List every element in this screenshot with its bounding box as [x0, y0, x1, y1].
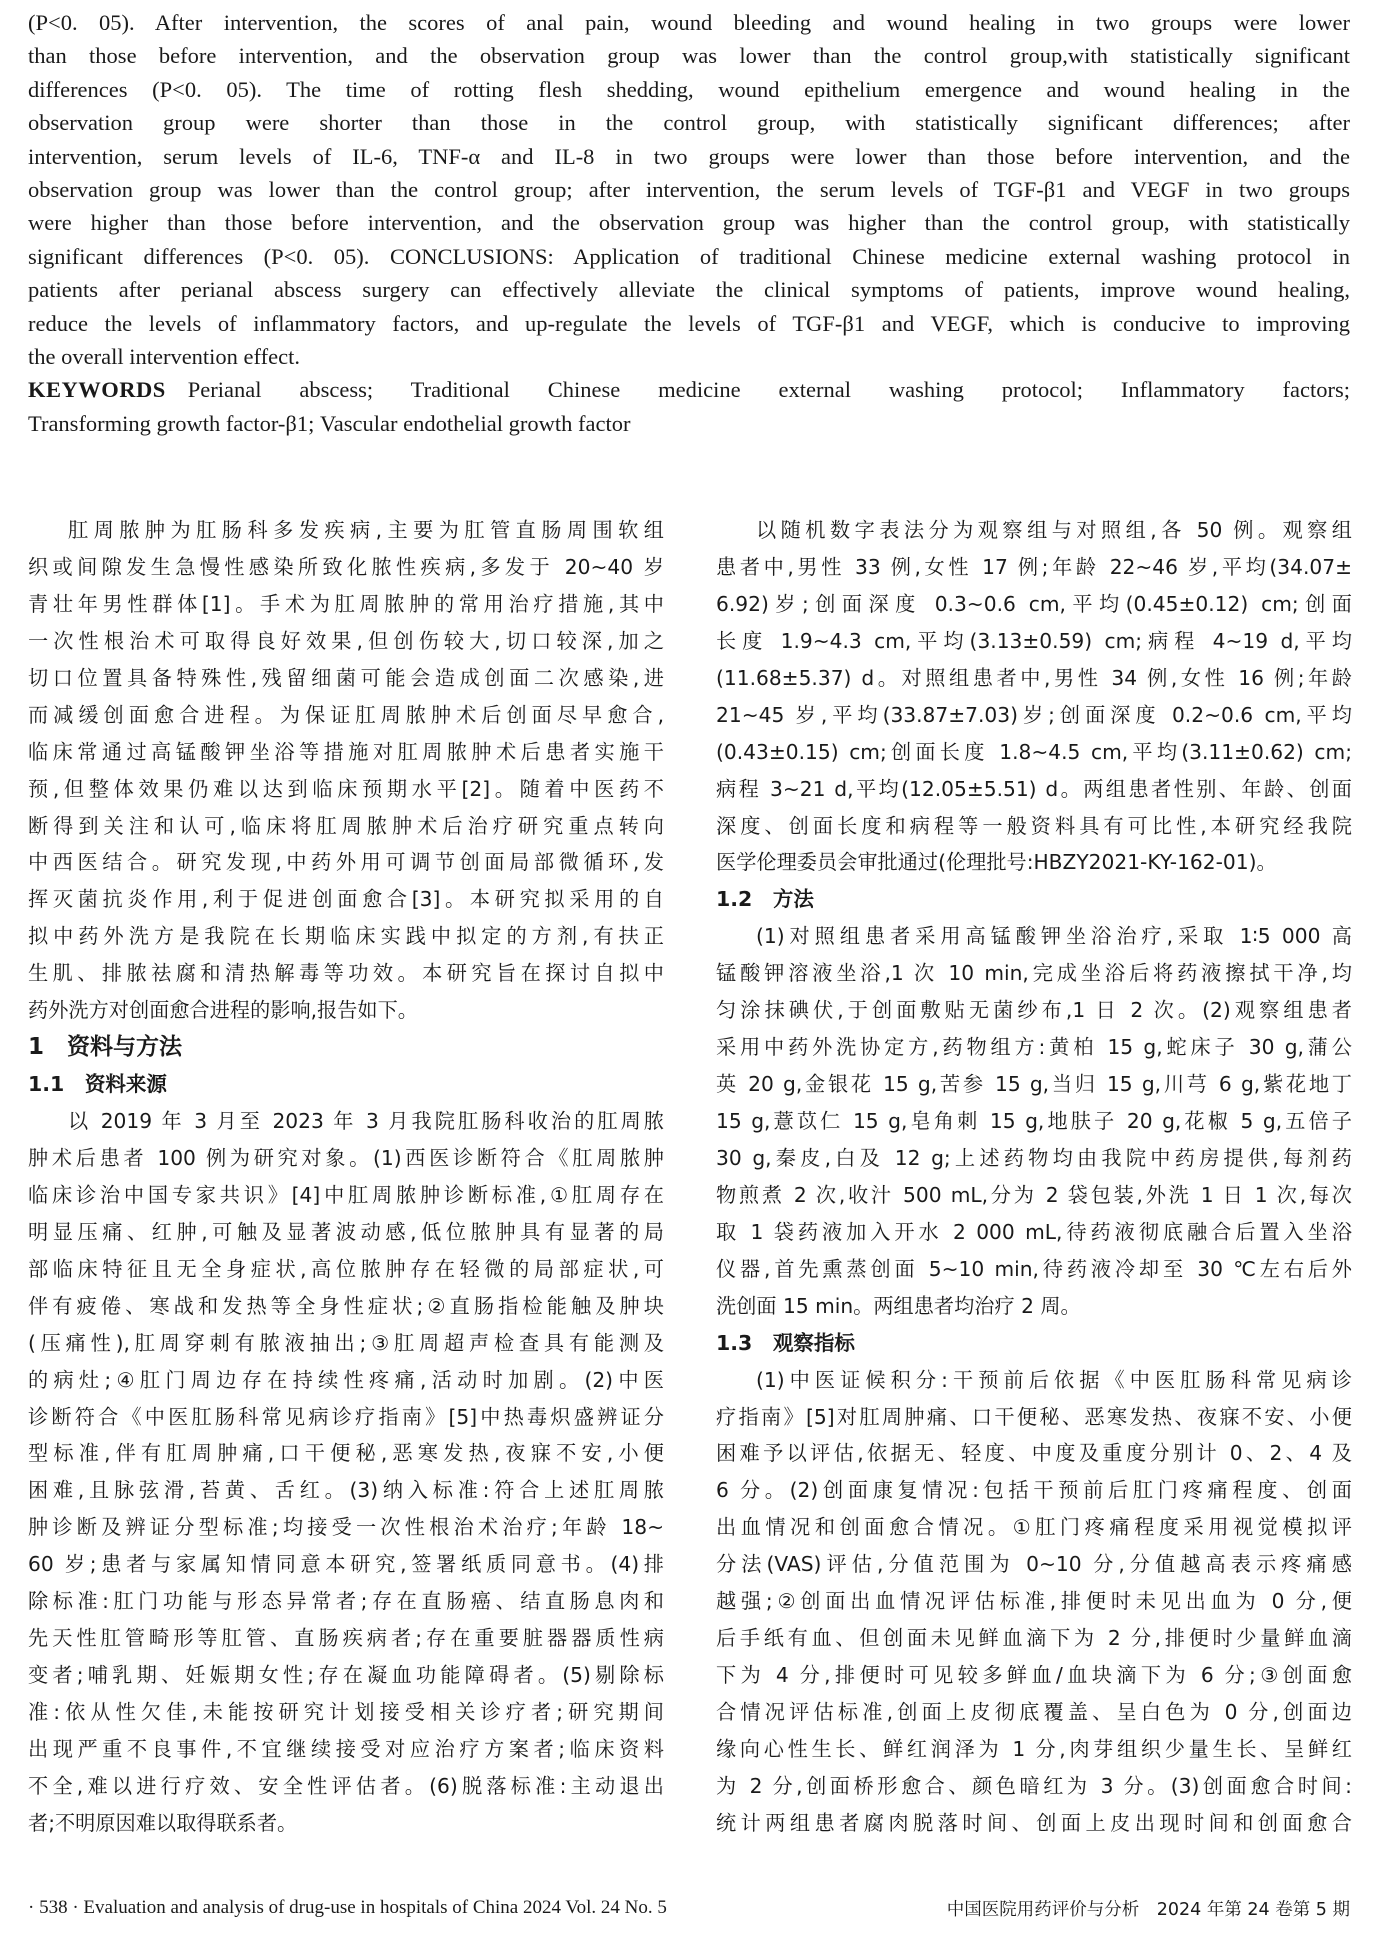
body-text-line: 病程 3~21 d,平均(12.05±5.51) d。两组患者性别、年龄、创面	[716, 776, 1352, 801]
body-text-line: 伴有疲倦、寒战和发热等全身性症状;②直肠指检能触及肿块	[28, 1293, 664, 1318]
body-text-line: 肿诊断及辨证分型标准;均接受一次性根治术治疗;年龄 18~	[28, 1515, 664, 1540]
abstract-line: patients after perianal abscess surgery can effectively alleviate the clinical symptoms of patients, improve wound healing,	[28, 277, 1350, 303]
body-text-line: (1)中医证候积分:干预前后依据《中医肛肠科常见病诊	[756, 1367, 1352, 1392]
body-text-line: 部临床特征且无全身症状,高位脓肿存在轻微的局部症状,可	[28, 1256, 664, 1281]
body-text-line: 而减缓创面愈合进程。为保证肛周脓肿术后创面尽早愈合,	[28, 702, 664, 727]
body-text-line: 缘向心性生长、鲜红润泽为 1 分,肉芽组织少量生长、呈鲜红	[716, 1736, 1352, 1761]
body-text-line: 60 岁;患者与家属知情同意本研究,签署纸质同意书。(4)排	[28, 1552, 664, 1577]
body-text-line: 先天性肛管畸形等肛管、直肠疾病者;存在重要脏器器质性病	[28, 1626, 664, 1651]
body-text-line: 仪器,首先熏蒸创面 5~10 min,待药液冷却至 30 ℃左右后外	[716, 1256, 1352, 1281]
body-text-line: 深度、创面长度和病程等一般资料具有可比性,本研究经我院	[716, 813, 1352, 838]
abstract-line: than those before intervention, and the observation group was lower than the control group,with statistically significant	[28, 43, 1350, 69]
body-text-line: 统计两组患者腐肉脱落时间、创面上皮出现时间和创面愈合	[716, 1810, 1352, 1835]
body-text-line: 生肌、排脓祛腐和清热解毒等功效。本研究旨在探讨自拟中	[28, 961, 664, 986]
abstract-line: reduce the levels of inflammatory factors, and up-regulate the levels of TGF-β1 and VEGF, which is conducive to improving	[28, 310, 1350, 336]
body-text-line: 明显压痛、红肿,可触及显著波动感,低位脓肿具有显著的局	[28, 1219, 664, 1244]
body-text-line: 变者;哺乳期、妊娠期女性;存在凝血功能障碍者。(5)剔除标	[28, 1663, 664, 1688]
body-text-line: (压痛性),肛周穿刺有脓液抽出;③肛周超声检查具有能测及	[28, 1330, 664, 1355]
keywords-label: KEYWORDS	[28, 377, 166, 403]
body-text-line: 型标准,伴有肛周肿痛,口干便秘,恶寒发热,夜寐不安,小便	[28, 1441, 664, 1466]
body-text-line: 临床诊治中国专家共识》[4]中肛周脓肿诊断标准,①肛周存在	[28, 1182, 664, 1207]
footer-journal-chinese: 中国医院用药评价与分析 2024 年第 24 卷第 5 期	[946, 1899, 1350, 1920]
footer-journal-english: · 538 · Evaluation and analysis of drug-use in hospitals of China 2024 Vol. 24 No. 5	[28, 1897, 667, 1918]
body-text-line: 青壮年男性群体[1]。手术为肛周脓肿的常用治疗措施,其中	[28, 591, 664, 616]
body-text-line: 洗创面 15 min。两组患者均治疗 2 周。	[716, 1293, 1081, 1318]
abstract-line: (P<0. 05). After intervention, the scores of anal pain, wound bleeding and wound healing in two groups were lower	[28, 10, 1350, 35]
body-text-line: 断得到关注和认可,临床将肛周脓肿术后治疗研究重点转向	[28, 813, 664, 838]
body-text-line: 采用中药外洗协定方,药物组方:黄柏 15 g,蛇床子 30 g,蒲公	[716, 1035, 1352, 1060]
abstract	[28, 6, 1350, 440]
body-text-line: 准:依从性欠佳,未能按研究计划接受相关诊疗者;研究期间	[28, 1700, 664, 1724]
body-text-line: 下为 4 分,排便时可见较多鲜血/血块滴下为 6 分;③创面愈	[716, 1663, 1352, 1688]
body-text-line: 疗指南》[5]对肛周肿痛、口干便秘、恶寒发热、夜寐不安、小便	[716, 1404, 1352, 1429]
body-text-line: (11.68±5.37) d。对照组患者中,男性 34 例,女性 16 例;年龄	[716, 665, 1352, 690]
body-text-line: 挥灭菌抗炎作用,利于促进创面愈合[3]。本研究拟采用的自	[28, 887, 664, 912]
body-text-line: (1)对照组患者采用高锰酸钾坐浴治疗,采取 1∶5 000 高	[756, 924, 1352, 949]
abstract-body	[28, 6, 1350, 373]
section-heading: 1 资料与方法	[28, 1034, 183, 1061]
body-text-line: 物煎煮 2 次,收汁 500 mL,分为 2 袋包装,外洗 1 日 1 次,每次	[716, 1182, 1352, 1207]
body-text-line: 肿术后患者 100 例为研究对象。(1)西医诊断符合《肛周脓肿	[28, 1145, 664, 1170]
abstract-line: were higher than those before intervention, and the observation group was higher than the control group, with statistically	[28, 210, 1350, 236]
page-footer	[28, 1894, 1350, 1922]
keywords-line-2: Transforming growth factor-β1; Vascular endothelial growth factor	[28, 410, 631, 436]
body-text-line: 患者中,男性 33 例,女性 17 例;年龄 22~46 岁,平均(34.07±	[716, 554, 1352, 579]
body-text-line: 除标准:肛门功能与形态异常者;存在直肠癌、结直肠息肉和	[28, 1589, 664, 1614]
abstract-line: intervention, serum levels of IL-6, TNF-α and IL-8 in two groups were lower than those before intervention, and the	[28, 143, 1350, 169]
body-text-line: 30 g,秦皮,白及 12 g;上述药物均由我院中药房提供,每剂药	[716, 1145, 1352, 1170]
body-text-line: 药外洗方对创面愈合进程的影响,报告如下。	[28, 998, 418, 1023]
section-heading: 1.1 资料来源	[28, 1072, 167, 1097]
keywords-text: Perianal abscess; Traditional Chinese medicine external washing protocol; Inflammatory factors;	[187, 377, 1350, 403]
body-text-line: 6.92)岁;创面深度 0.3~0.6 cm,平均(0.45±0.12) cm;创面	[716, 591, 1352, 616]
body-text-line: 诊断符合《中医肛肠科常见病诊疗指南》[5]中热毒炽盛辨证分	[28, 1404, 664, 1429]
body-text-line: 切口位置具备特殊性,残留细菌可能会造成创面二次感染,进	[28, 665, 664, 690]
body-text-line: 以 2019 年 3 月至 2023 年 3 月我院肛肠科收治的肛周脓	[68, 1109, 664, 1133]
left-column	[28, 512, 664, 1842]
section-heading: 1.2 方法	[716, 887, 814, 912]
body-text-line: 医学伦理委员会审批通过(伦理批号:HBZY2021-KY-162-01)。	[716, 850, 1277, 875]
body-text-line: 临床常通过高锰酸钾坐浴等措施对肛周脓肿术后患者实施干	[28, 739, 664, 764]
body-text-line: 拟中药外洗方是我院在长期临床实践中拟定的方剂,有扶正	[28, 924, 664, 949]
body-text-line: 锰酸钾溶液坐浴,1 次 10 min,完成坐浴后将药液擦拭干净,均	[716, 961, 1352, 986]
body-text-line: 一次性根治术可取得良好效果,但创伤较大,切口较深,加之	[28, 628, 664, 653]
body-text-line: 不全,难以进行疗效、安全性评估者。(6)脱落标准:主动退出	[28, 1773, 664, 1798]
body-text-line: 出血情况和创面愈合情况。①肛门疼痛程度采用视觉模拟评	[716, 1515, 1352, 1540]
body-text-line: 取 1 袋药液加入开水 2 000 mL,待药液彻底融合后置入坐浴	[716, 1219, 1352, 1244]
body-text-line: 越强;②创面出血情况评估标准,排便时未见出血为 0 分,便	[716, 1589, 1352, 1614]
abstract-line: observation group was lower than the control group; after intervention, the serum levels of TGF-β1 and VEGF in two groups	[28, 176, 1350, 202]
section-heading: 1.3 观察指标	[716, 1330, 855, 1355]
body-text-line: 英 20 g,金银花 15 g,苦参 15 g,当归 15 g,川芎 6 g,紫花地丁	[716, 1072, 1352, 1097]
body-text-line: 长度 1.9~4.3 cm,平均(3.13±0.59) cm;病程 4~19 d,平均	[716, 628, 1352, 653]
body-text-line: 困难,且脉弦滑,苔黄、舌红。(3)纳入标准:符合上述肛周脓	[28, 1478, 664, 1503]
body-text-line: 的病灶;④肛门周边存在持续性疼痛,活动时加剧。(2)中医	[28, 1367, 664, 1392]
right-column	[716, 512, 1352, 1842]
body-text-line: 合情况评估标准,创面上皮彻底覆盖、呈白色为 0 分,创面边	[716, 1700, 1352, 1724]
keywords-line-1	[28, 373, 1350, 406]
body-text-line: 预,但整体效果仍难以达到临床预期水平[2]。随着中医药不	[28, 776, 664, 801]
abstract-line: differences (P<0. 05). The time of rotting flesh shedding, wound epithelium emergence and wound healing in the	[28, 76, 1350, 102]
body-text-line: 15 g,薏苡仁 15 g,皂角刺 15 g,地肤子 20 g,花椒 5 g,五倍子	[716, 1109, 1352, 1133]
body-text-line: 匀涂抹碘伏,于创面敷贴无菌纱布,1 日 2 次。(2)观察组患者	[716, 998, 1352, 1023]
body-text-line: (0.43±0.15) cm;创面长度 1.8~4.5 cm,平均(3.11±0.62) cm;	[716, 739, 1352, 764]
body-text-line: 织或间隙发生急慢性感染所致化脓性疾病,多发于 20~40 岁	[28, 554, 664, 579]
body-text-line: 21~45 岁,平均(33.87±7.03)岁;创面深度 0.2~0.6 cm,平均	[716, 702, 1352, 727]
abstract-line: observation group were shorter than those in the control group, with statistically significant differences; after	[28, 110, 1350, 136]
abstract-line: significant differences (P<0. 05). CONCLUSIONS: Application of traditional Chinese medicine external washing protocol in	[28, 243, 1350, 269]
body-text-line: 者;不明原因难以取得联系者。	[28, 1810, 298, 1835]
body-text-line: 肛周脓肿为肛肠科多发疾病,主要为肛管直肠周围软组	[68, 518, 664, 542]
abstract-line: the overall intervention effect.	[28, 343, 300, 369]
body-text-line: 后手纸有血、但创面未见鲜血滴下为 2 分,排便时少量鲜血滴	[716, 1626, 1352, 1651]
body-text-line: 为 2 分,创面桥形愈合、颜色暗红为 3 分。(3)创面愈合时间:	[716, 1773, 1352, 1798]
body-text-line: 困难予以评估,依据无、轻度、中度及重度分别计 0、2、4 及	[716, 1441, 1352, 1466]
body-text-line: 以随机数字表法分为观察组与对照组,各 50 例。观察组	[756, 518, 1352, 542]
body-text-line: 6 分。(2)创面康复情况:包括干预前后肛门疼痛程度、创面	[716, 1478, 1352, 1503]
body-text-line: 分法(VAS)评估,分值范围为 0~10 分,分值越高表示疼痛感	[716, 1552, 1352, 1577]
body-text-line: 出现严重不良事件,不宜继续接受对应治疗方案者;临床资料	[28, 1736, 664, 1761]
body-text-line: 中西医结合。研究发现,中药外用可调节创面局部微循环,发	[28, 850, 664, 875]
